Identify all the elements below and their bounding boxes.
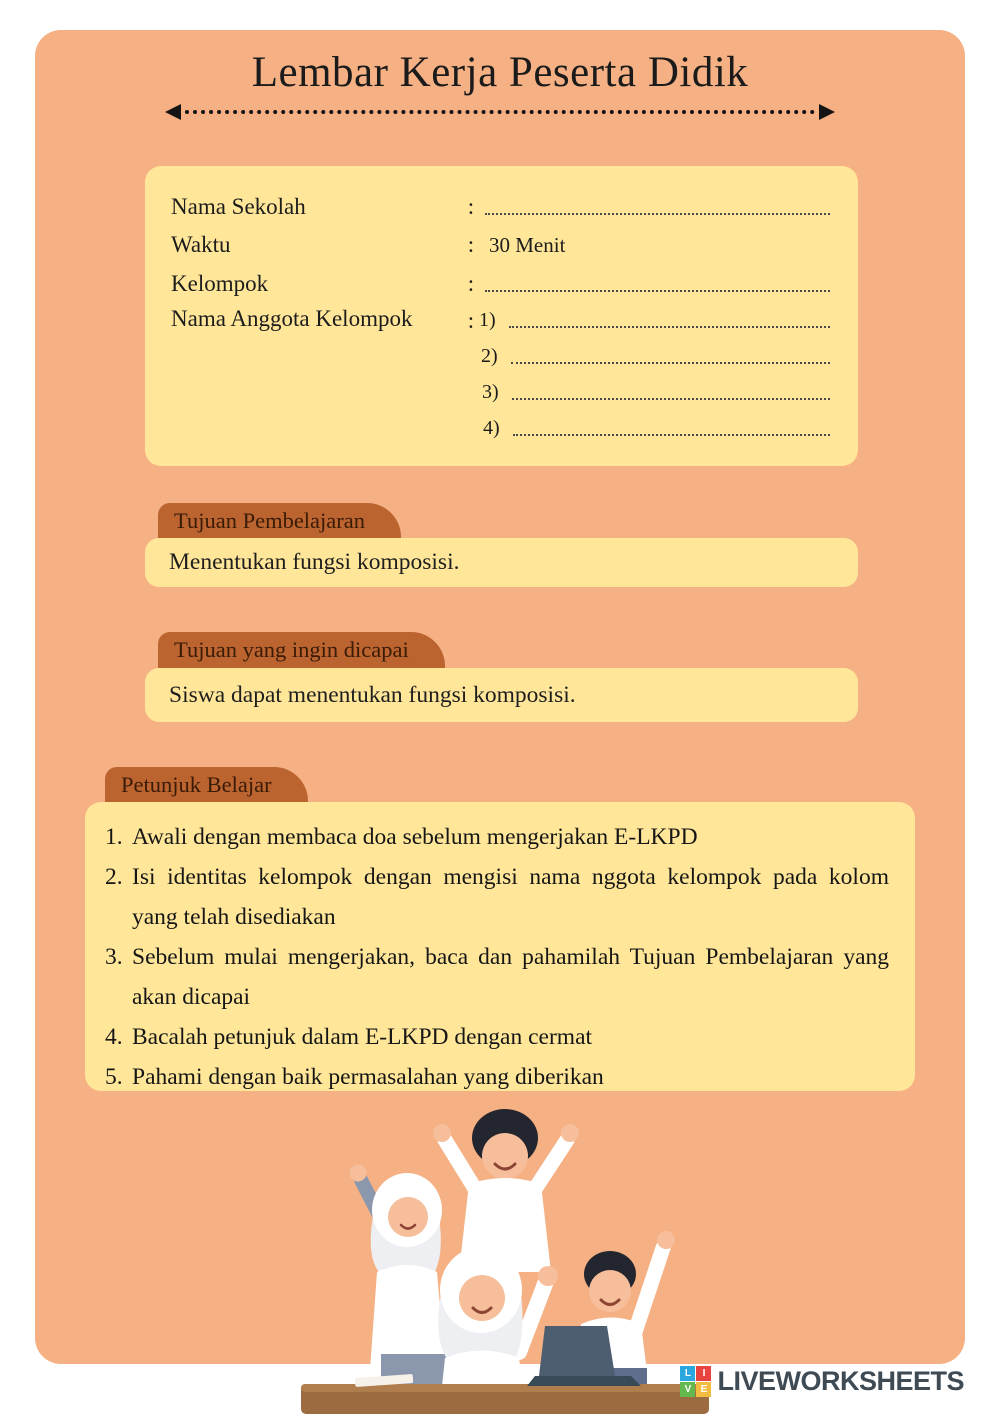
field-row-waktu [171, 229, 832, 258]
section-body-text: Menentukan fungsi komposisi. [169, 549, 460, 575]
arrow-left-icon [165, 104, 181, 120]
field-label-anggota: Nama Anggota Kelompok [171, 306, 413, 331]
section-tab-label: Petunjuk Belajar [121, 771, 272, 797]
logo-letter-i: I [696, 1366, 711, 1381]
liveworksheets-logo-icon [680, 1366, 711, 1397]
field-colon: : [467, 232, 475, 257]
students-illustration [295, 1086, 715, 1414]
waktu-value: 30 Menit [489, 233, 566, 257]
field-label-nama-sekolah: Nama Sekolah [171, 194, 306, 219]
field-colon: : [467, 194, 475, 219]
member-3-answer-line[interactable] [512, 378, 830, 400]
brand-name: LIVEWORKSHEETS [717, 1366, 964, 1396]
member-row-3 [482, 378, 832, 404]
field-row-nama-sekolah [171, 190, 832, 220]
member-row-4 [483, 414, 832, 440]
field-label-waktu: Waktu [171, 232, 231, 257]
field-row-kelompok [171, 267, 832, 297]
member-number: 1) [479, 309, 496, 331]
section-body-tujuan-dicapai [145, 668, 858, 722]
member-row-1 [479, 306, 832, 332]
section-tab-tujuan-dicapai [158, 632, 445, 668]
instruction-item: Awali dengan membaca doa sebelum mengerjakan E-LKPD [132, 824, 698, 850]
section-tab-tujuan-pembelajaran [158, 503, 401, 538]
identity-panel [145, 166, 858, 466]
liveworksheets-logo[interactable] [680, 1366, 964, 1397]
member-2-answer-line[interactable] [511, 342, 830, 364]
student-back-boy [433, 1109, 579, 1272]
member-number: 4) [483, 417, 500, 439]
instruction-item: Pahami dengan baik permasalahan yang diberikan [132, 1064, 604, 1090]
title-divider-arrow [165, 104, 835, 120]
member-4-answer-line[interactable] [513, 414, 830, 436]
logo-letter-v: V [680, 1382, 695, 1397]
section-body-tujuan-pembelajaran [145, 538, 858, 587]
logo-letter-e: E [696, 1382, 711, 1397]
field-label-kelompok: Kelompok [171, 271, 269, 296]
instruction-item: Isi identitas kelompok dengan mengisi nama nggota kelompok pada kolom yang telah disediakan [132, 864, 889, 930]
member-name-lines [479, 306, 832, 450]
instructions-panel [85, 802, 915, 1091]
instructions-list [105, 817, 889, 1097]
field-colon: : [467, 308, 475, 333]
page-title: Lembar Kerja Peserta Didik [251, 49, 749, 96]
member-1-answer-line[interactable] [509, 306, 830, 328]
section-tab-petunjuk-belajar [105, 767, 308, 802]
nama-sekolah-answer-line[interactable] [485, 190, 830, 215]
instruction-item: Bacalah petunjuk dalam E-LKPD dengan cermat [132, 1024, 593, 1050]
section-body-text: Siswa dapat menentukan fungsi komposisi. [169, 681, 576, 708]
student-left-girl [350, 1165, 448, 1389]
section-tab-label: Tujuan Pembelajaran [174, 507, 366, 533]
logo-letter-l: L [680, 1366, 695, 1381]
field-row-anggota-kelompok [171, 306, 832, 450]
dotted-divider [185, 110, 815, 114]
member-number: 3) [482, 381, 499, 403]
arrow-right-icon [819, 104, 835, 120]
member-row-2 [481, 342, 832, 368]
instruction-item: Sebelum mulai mengerjakan, baca dan pahamilah Tujuan Pembelajaran yang akan dicapai [132, 944, 889, 1010]
kelompok-answer-line[interactable] [485, 267, 830, 292]
field-colon: : [467, 271, 475, 296]
member-number: 2) [481, 345, 498, 367]
section-tab-label: Tujuan yang ingin dicapai [174, 637, 409, 662]
